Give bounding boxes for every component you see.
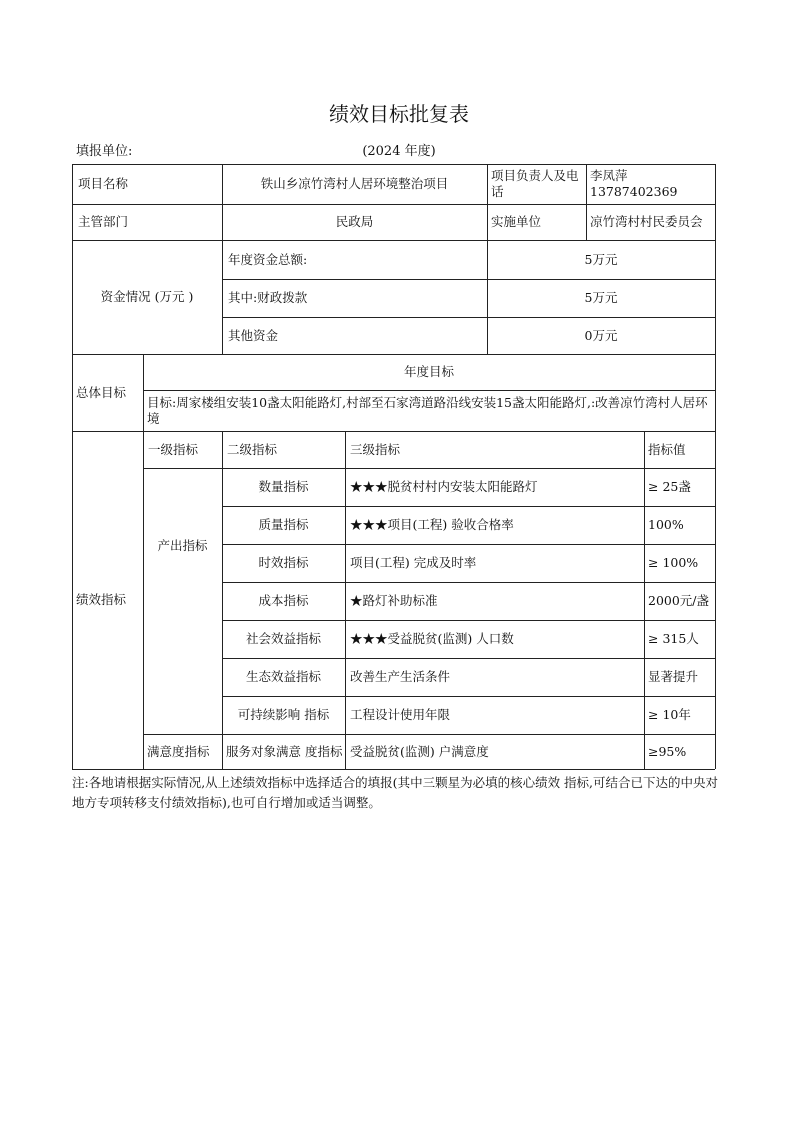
impl-unit-label: 实施单位: [491, 214, 542, 229]
funds-total-label: 年度资金总额:: [228, 251, 308, 267]
funds-fiscal-label: 其中:财政拨款: [228, 290, 308, 305]
row-l2: 质量指标: [258, 517, 309, 532]
overall-goal-label: 总体目标: [76, 384, 127, 400]
row-value: 显著提升: [648, 669, 699, 684]
row-value: ≥ 315人: [648, 631, 699, 646]
row-l3: ★★★脱贫村村内安装太阳能路灯: [350, 479, 538, 494]
row-value: ≥95%: [648, 743, 687, 759]
row-value: ≥ 25盏: [648, 479, 691, 494]
impl-unit-value: 凉竹湾村村民委员会: [590, 214, 703, 229]
row-l3: 项目(工程) 完成及时率: [350, 555, 477, 570]
col-level3: 三级指标: [350, 441, 401, 457]
footnote: 注:各地请根据实际情况,从上述绩效指标中选择适合的填报(其中三颗星为必填的核心绩效 指标,可结合已下达的中央对地方专项转移支付绩效指标),也可自行增加或适当调整。: [72, 775, 719, 810]
project-manager-label: 项目负责人及电话: [491, 168, 579, 199]
funds-other-label: 其他资金: [228, 327, 279, 343]
manager-phone: 13787402369: [590, 184, 678, 199]
row-value: 2000元/盏: [648, 593, 710, 608]
dept-value: 民政局: [335, 214, 374, 229]
project-name: 铁山乡凉竹湾村人居环境整治项目: [260, 176, 449, 191]
project-name-label: 项目名称: [78, 176, 129, 191]
project-manager-contact: [590, 164, 712, 204]
perf-indicators-label: 绩效指标: [76, 592, 127, 607]
fill-unit-label: 填报单位:: [76, 144, 133, 159]
row-l3: ★★★项目(工程) 验收合格率: [350, 517, 514, 532]
annual-goal-text: 目标:周家楼组安装10盏太阳能路灯,村部至石家湾道路沿线安装15盏太阳能路灯,:改善凉竹湾村人居环境: [147, 395, 708, 426]
row-l3: ★★★受益脱贫(监测) 人口数: [350, 631, 514, 646]
annual-goal-header: 年度目标: [403, 364, 454, 379]
satisfaction-indicators-label: 满意度指标: [147, 743, 210, 759]
funds-total-value: 5万元: [584, 251, 618, 267]
funds-fiscal-value: 5万元: [584, 290, 618, 305]
row-l2: 数量指标: [258, 479, 309, 494]
output-indicators-label: [143, 468, 222, 624]
row-l3: ★路灯补助标准: [350, 593, 438, 608]
col-value: 指标值: [648, 441, 686, 457]
row-l2: 服务对象满意 度指标: [226, 743, 343, 759]
row-l2: 社会效益指标: [245, 631, 321, 646]
fiscal-year: (2024 年度): [362, 144, 436, 159]
dept-label: 主管部门: [78, 214, 129, 229]
page-title: 绩效目标批复表: [329, 102, 469, 126]
funds-label: 资金情况 (万元 ): [100, 289, 194, 304]
row-l2: 可持续影响 指标: [237, 707, 330, 722]
row-l2: 成本指标: [258, 593, 309, 608]
row-value: 100%: [648, 517, 684, 532]
row-l2: 时效指标: [258, 555, 309, 570]
row-l3: 工程设计使用年限: [350, 707, 451, 722]
row-l2: 生态效益指标: [245, 669, 321, 684]
output-indicators-text: 产出指标: [157, 538, 208, 553]
row-l3: 改善生产生活条件: [350, 669, 451, 684]
col-level1: 一级指标: [148, 441, 199, 457]
funds-other-value: 0万元: [584, 327, 618, 343]
row-l3: 受益脱贫(监测) 户满意度: [350, 743, 489, 759]
row-value: ≥ 10年: [648, 707, 691, 722]
col-level2: 二级指标: [227, 441, 278, 457]
row-value: ≥ 100%: [648, 555, 699, 570]
manager-name: 李凤萍: [590, 168, 628, 183]
